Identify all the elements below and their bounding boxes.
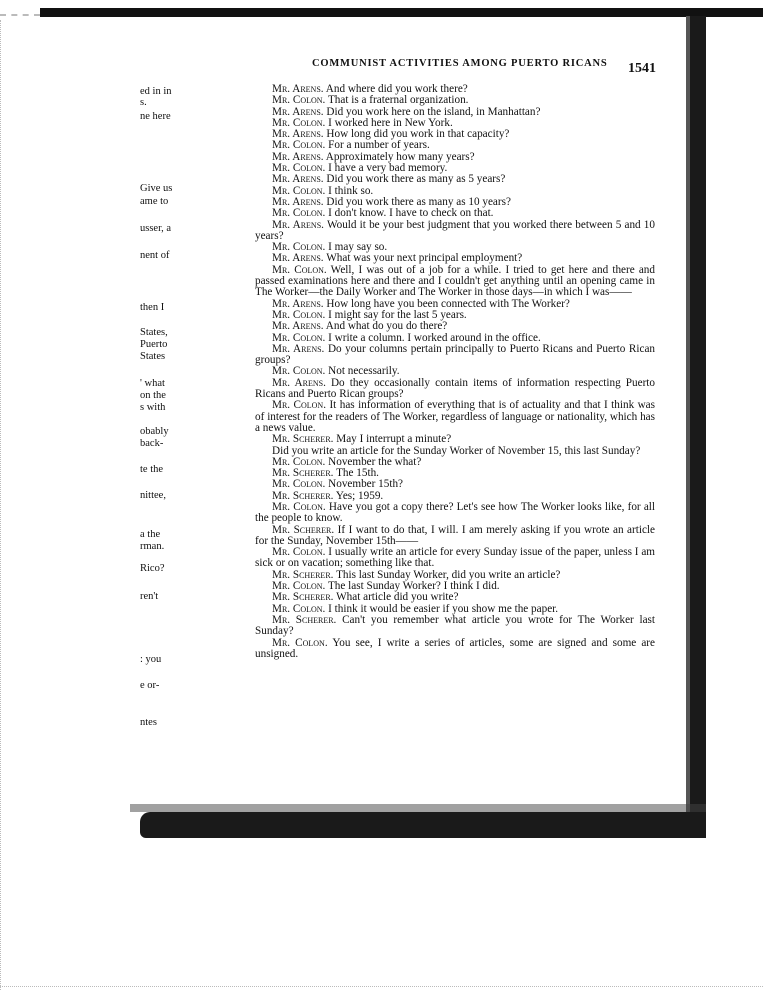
speaker-name: Mr. Arens. <box>272 376 326 389</box>
speaker-name: Mr. Arens. <box>272 105 324 118</box>
speech-text: This last Sunday Worker, did you write an article? <box>336 568 561 581</box>
speech-text: The 15th. <box>336 467 379 480</box>
testimony-line <box>255 378 655 401</box>
page-number: 1541 <box>628 61 656 76</box>
facing-fragment: ren't <box>140 591 159 602</box>
speaker-name: Mr. Scherer. <box>272 467 334 480</box>
speech-text: Not necessarily. <box>328 365 400 378</box>
speaker-name: Mr. Scherer. <box>272 433 334 446</box>
speech-text: I have a very bad memory. <box>328 162 448 175</box>
speech-text: I worked here in New York. <box>328 116 453 129</box>
facing-fragment: te the <box>140 464 164 475</box>
facing-fragment: ed in in <box>140 86 172 97</box>
speech-text: What was your next principal employment? <box>326 252 523 265</box>
speech-text: I don't know. I have to check on that. <box>328 207 494 220</box>
scan-bottom-shadow <box>140 812 706 838</box>
facing-fragment: s with <box>140 402 166 413</box>
speech-text: It has information of everything that is of actuality and that I think was of interest for the readers of The Worker, regardless of language or nationality, which has a news value. <box>255 399 656 434</box>
facing-fragment: nittee, <box>140 490 166 501</box>
testimony-line <box>255 220 655 243</box>
speech-text: For a number of years. <box>328 139 430 152</box>
speech-text: Approximately how many years? <box>325 150 475 163</box>
speech-text: Would it be your best judgment that you worked there between 5 and 10 years? <box>255 218 655 242</box>
scan-left-dotted-edge <box>0 20 3 990</box>
speaker-name: Mr. Scherer. <box>272 523 335 536</box>
speech-text: The last Sunday Worker? I think I did. <box>327 580 500 593</box>
speaker-name: Mr. Colon. <box>272 308 326 321</box>
facing-fragment: obably <box>140 426 169 437</box>
facing-fragment: ' what <box>140 378 165 389</box>
speaker-name: Mr. Arens. <box>272 252 324 265</box>
speech-text: I write a column. I worked around in the office. <box>328 331 541 344</box>
speaker-name: Mr. Colon. <box>272 500 326 513</box>
speaker-name: Mr. Scherer. <box>272 591 334 604</box>
speech-text: Did you work here on the island, in Manhattan? <box>326 105 541 118</box>
testimony-transcript <box>255 84 655 660</box>
speech-text: That is a fraternal organization. <box>327 94 469 107</box>
facing-fragment: States, <box>140 327 168 338</box>
speaker-name: Mr. Arens. <box>272 297 324 310</box>
speaker-name: Mr. Colon. <box>272 546 326 559</box>
speaker-name: Mr. Scherer. <box>272 489 334 502</box>
scan-bottom-dotted-edge <box>0 986 763 987</box>
speaker-name: Mr. Arens. <box>272 218 324 231</box>
speech-text: I think so. <box>328 184 374 197</box>
speech-text: I may say so. <box>328 241 388 254</box>
speech-text: Have you got a copy there? Let's see how The Worker looks like, for all the people to know. <box>255 500 656 525</box>
speaker-name: Mr. Scherer. <box>272 613 337 626</box>
scan-top-left-gap <box>0 0 40 16</box>
scan-right-shadow <box>690 16 706 836</box>
speech-text: How long have you been connected with The Worker? <box>326 297 570 310</box>
speaker-name: Mr. Colon. <box>272 241 326 254</box>
speaker-name: Mr. Arens. <box>272 195 324 208</box>
speaker-name: Mr. Colon. <box>272 331 326 344</box>
facing-fragment: Give us <box>140 183 173 194</box>
speech-text: May I interrupt a minute? <box>336 433 452 446</box>
speaker-name: Mr. Colon. <box>272 139 326 152</box>
speaker-name: Mr. Colon. <box>272 207 326 220</box>
testimony-line <box>255 525 655 548</box>
testimony-line <box>255 638 655 661</box>
facing-fragment: then I <box>140 302 165 313</box>
facing-fragment: States <box>140 351 166 362</box>
speech-text: November the what? <box>328 455 422 468</box>
testimony-line <box>255 615 655 638</box>
speech-text: Yes; 1959. <box>335 489 384 502</box>
testimony-line <box>255 400 655 434</box>
facing-fragment: ame to <box>140 196 169 207</box>
facing-fragment: Rico? <box>140 563 165 574</box>
testimony-line <box>255 265 655 299</box>
facing-fragment: nent of <box>140 250 170 261</box>
facing-fragment: ntes <box>140 717 157 728</box>
speaker-name: Mr. Colon. <box>272 116 326 129</box>
speaker-name: Mr. Arens. <box>272 173 324 186</box>
speaker-name: Mr. Arens. <box>272 150 324 163</box>
testimony-line <box>255 547 655 570</box>
facing-fragment: usser, a <box>140 223 172 234</box>
speaker-name: Mr. Colon. <box>272 455 326 468</box>
speaker-name: Mr. Colon. <box>272 94 326 107</box>
speaker-name: Mr. Colon. <box>272 263 327 276</box>
speaker-name: Mr. Colon. <box>272 478 326 491</box>
speech-text: November 15th? <box>328 478 404 491</box>
speech-text: Did you work there as many as 5 years? <box>326 173 506 186</box>
testimony-line <box>255 502 655 525</box>
speaker-name: Mr. Arens. <box>272 128 324 141</box>
speech-text: And what do you do there? <box>325 320 448 333</box>
facing-fragment: back- <box>140 438 164 449</box>
speaker-name: Mr. Colon. <box>272 184 326 197</box>
speech-text: What article did you write? <box>336 591 459 604</box>
speech-text: I think it would be easier if you show me the paper. <box>328 602 559 615</box>
running-head: COMMUNIST ACTIVITIES AMONG PUERTO RICANS <box>312 58 608 69</box>
testimony-line <box>255 344 655 367</box>
speaker-name: Mr. Colon. <box>272 399 326 412</box>
facing-fragment: Puerto <box>140 339 168 350</box>
scan-bottom-shadow-fade <box>130 804 706 812</box>
speech-text: I usually write an article for every Sunday issue of the paper, unless I am sick or on vacation; something like that. <box>255 546 656 570</box>
facing-fragment: rman. <box>140 541 165 552</box>
speech-text: And where did you work there? <box>325 83 468 95</box>
speech-text: You see, I write a series of articles, some are signed and some are unsigned. <box>255 636 656 660</box>
speech-text: Do your columns pertain principally to Puerto Ricans and Puerto Rican groups? <box>255 342 656 367</box>
scan-top-shadow-bar <box>40 8 763 17</box>
facing-fragment: : you <box>140 654 162 665</box>
speaker-name: Mr. Arens. <box>272 83 324 95</box>
facing-fragment: ne here <box>140 111 171 122</box>
speech-text: Do they occasionally contain items of information respecting Puerto Ricans and Puerto Rican groups? <box>255 376 655 401</box>
facing-fragment: a the <box>140 529 161 540</box>
facing-fragment: s. <box>140 97 147 108</box>
speaker-name: Mr. Arens. <box>272 320 324 333</box>
speech-text: How long did you work in that capacity? <box>326 128 510 141</box>
speaker-name: Mr. Colon. <box>272 580 326 593</box>
speaker-name: Mr. Colon. <box>272 365 326 378</box>
speech-text: I might say for the last 5 years. <box>328 308 467 321</box>
speech-text: Did you write an article for the Sunday Worker of November 15, this last Sunday? <box>272 444 641 457</box>
speaker-name: Mr. Arens. <box>272 342 325 355</box>
speech-text: Well, I was out of a job for a while. I tried to get here and there and passed examinations here and there and I couldn't get anything until an opening came in The Worker—the Daily Worker and The Worker in those days—in which I was—— <box>255 263 655 299</box>
speaker-name: Mr. Colon. <box>272 602 326 615</box>
speech-text: Can't you remember what article you wrote for The Worker last Sunday? <box>255 613 656 638</box>
speaker-name: Mr. Colon. <box>272 162 326 175</box>
facing-fragment: on the <box>140 390 166 401</box>
speaker-name: Mr. Scherer. <box>272 568 334 581</box>
speech-text: Did you work there as many as 10 years? <box>326 195 511 208</box>
facing-fragment: e or- <box>140 680 160 691</box>
speaker-name: Mr. Colon. <box>272 636 328 649</box>
speech-text: If I want to do that, I will. I am merely asking if you wrote an article for the Sunday, November 15th—— <box>255 523 656 547</box>
